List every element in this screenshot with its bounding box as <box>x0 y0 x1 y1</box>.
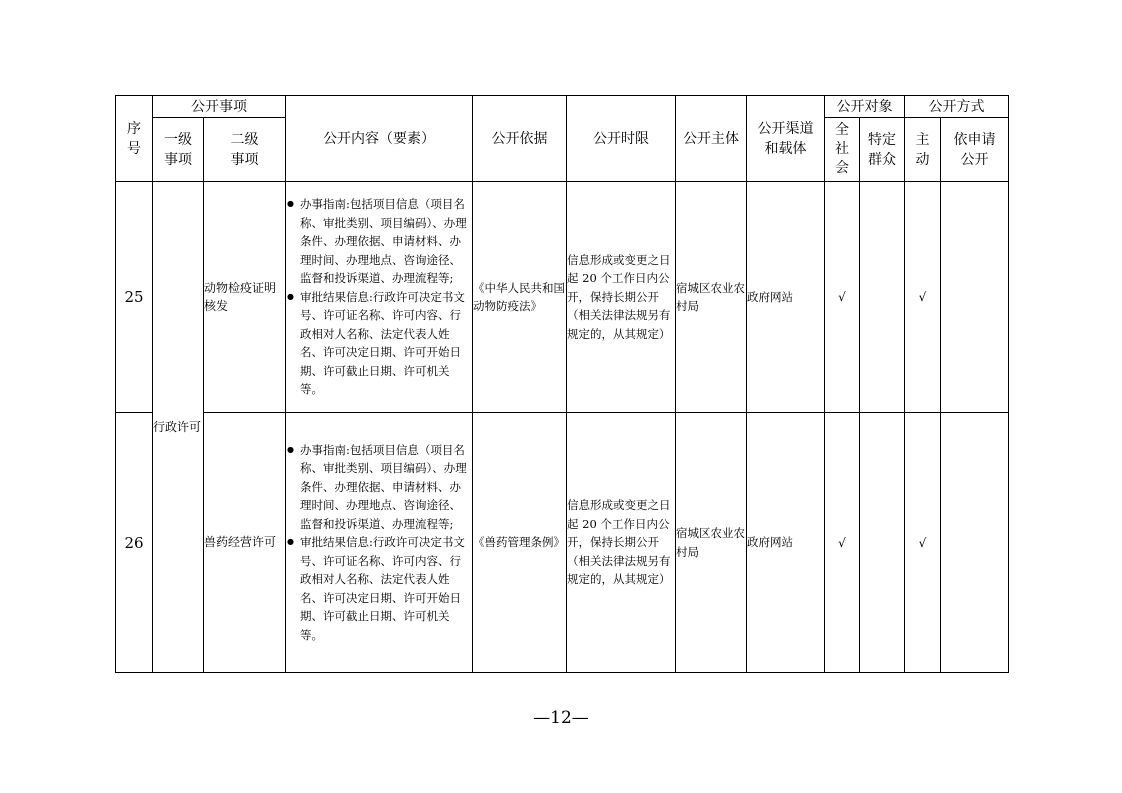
page-number: —12— <box>533 708 589 728</box>
header-target: 公开对象 <box>825 96 905 118</box>
row-seq: 25 <box>116 182 153 413</box>
basis-cell: 《兽药管理条例》 <box>473 413 567 673</box>
basis-cell: 《中华人民共和国动物防疫法》 <box>473 182 567 413</box>
header-subject: 公开主体 <box>676 96 747 182</box>
content-cell <box>286 182 473 413</box>
on-request-check <box>941 182 1009 413</box>
header-seq: 序号 <box>116 96 153 182</box>
specific-groups-check <box>860 182 905 413</box>
content-guide: ● 办事指南:包括项目信息（项目名称、审批类别、项目编码）、办理条件、办理依据、申请材料、办理时间、办理地点、咨询途径、监督和投诉渠道、办理流程等; <box>286 195 472 288</box>
subject-cell: 宿城区农业农村局 <box>676 413 747 673</box>
header-level2: 二级事项 <box>204 118 286 182</box>
table-row <box>116 182 1009 413</box>
on-request-check <box>941 413 1009 673</box>
level2-item: 兽药经营许可 <box>204 413 286 673</box>
table-row <box>116 413 1009 673</box>
content-guide: ● 办事指南:包括项目信息（项目名称、审批类别、项目编码）、办理条件、办理依据、申请材料、办理时间、办理地点、咨询途径、监督和投诉渠道、办理流程等; <box>286 441 472 534</box>
active-check: √ <box>905 182 941 413</box>
time-limit-cell: 信息形成或变更之日起 20 个工作日内公开，保持长期公开（相关法律法规另有规定的，从其规定） <box>567 182 676 413</box>
whole-society-check: √ <box>825 413 860 673</box>
level2-item: 动物检疫证明核发 <box>204 182 286 413</box>
header-method: 公开方式 <box>905 96 1009 118</box>
active-check: √ <box>905 413 941 673</box>
header-level1: 一级事项 <box>153 118 204 182</box>
header-whole-society: 全社会 <box>825 118 860 182</box>
header-public-items: 公开事项 <box>153 96 286 118</box>
header-on-request: 依申请公开 <box>941 118 1009 182</box>
specific-groups-check <box>860 413 905 673</box>
header-time-limit: 公开时限 <box>567 96 676 182</box>
header-basis: 公开依据 <box>473 96 567 182</box>
header-channel: 公开渠道和载体 <box>747 96 825 182</box>
header-specific-groups: 特定群众 <box>860 118 905 182</box>
content-result: ● 审批结果信息:行政许可决定书文号、许可证名称、许可内容、行政相对人名称、法定代表人姓名、许可决定日期、许可开始日期、许可截止日期、许可机关等。 <box>286 288 472 399</box>
header-active: 主动 <box>905 118 941 182</box>
subject-cell: 宿城区农业农村局 <box>676 182 747 413</box>
channel-cell: 政府网站 <box>747 413 825 673</box>
channel-cell: 政府网站 <box>747 182 825 413</box>
whole-society-check: √ <box>825 182 860 413</box>
header-content: 公开内容（要素） <box>286 96 473 182</box>
content-result: ● 审批结果信息:行政许可决定书文号、许可证名称、许可内容、行政相对人名称、法定代表人姓名、许可决定日期、许可开始日期、许可截止日期、许可机关等。 <box>286 533 472 644</box>
level1-item: 行政许可 <box>153 182 204 673</box>
content-cell <box>286 413 473 673</box>
row-seq: 26 <box>116 413 153 673</box>
time-limit-cell: 信息形成或变更之日起 20 个工作日内公开，保持长期公开（相关法律法规另有规定的，从其规定） <box>567 413 676 673</box>
disclosure-table <box>115 95 1009 673</box>
